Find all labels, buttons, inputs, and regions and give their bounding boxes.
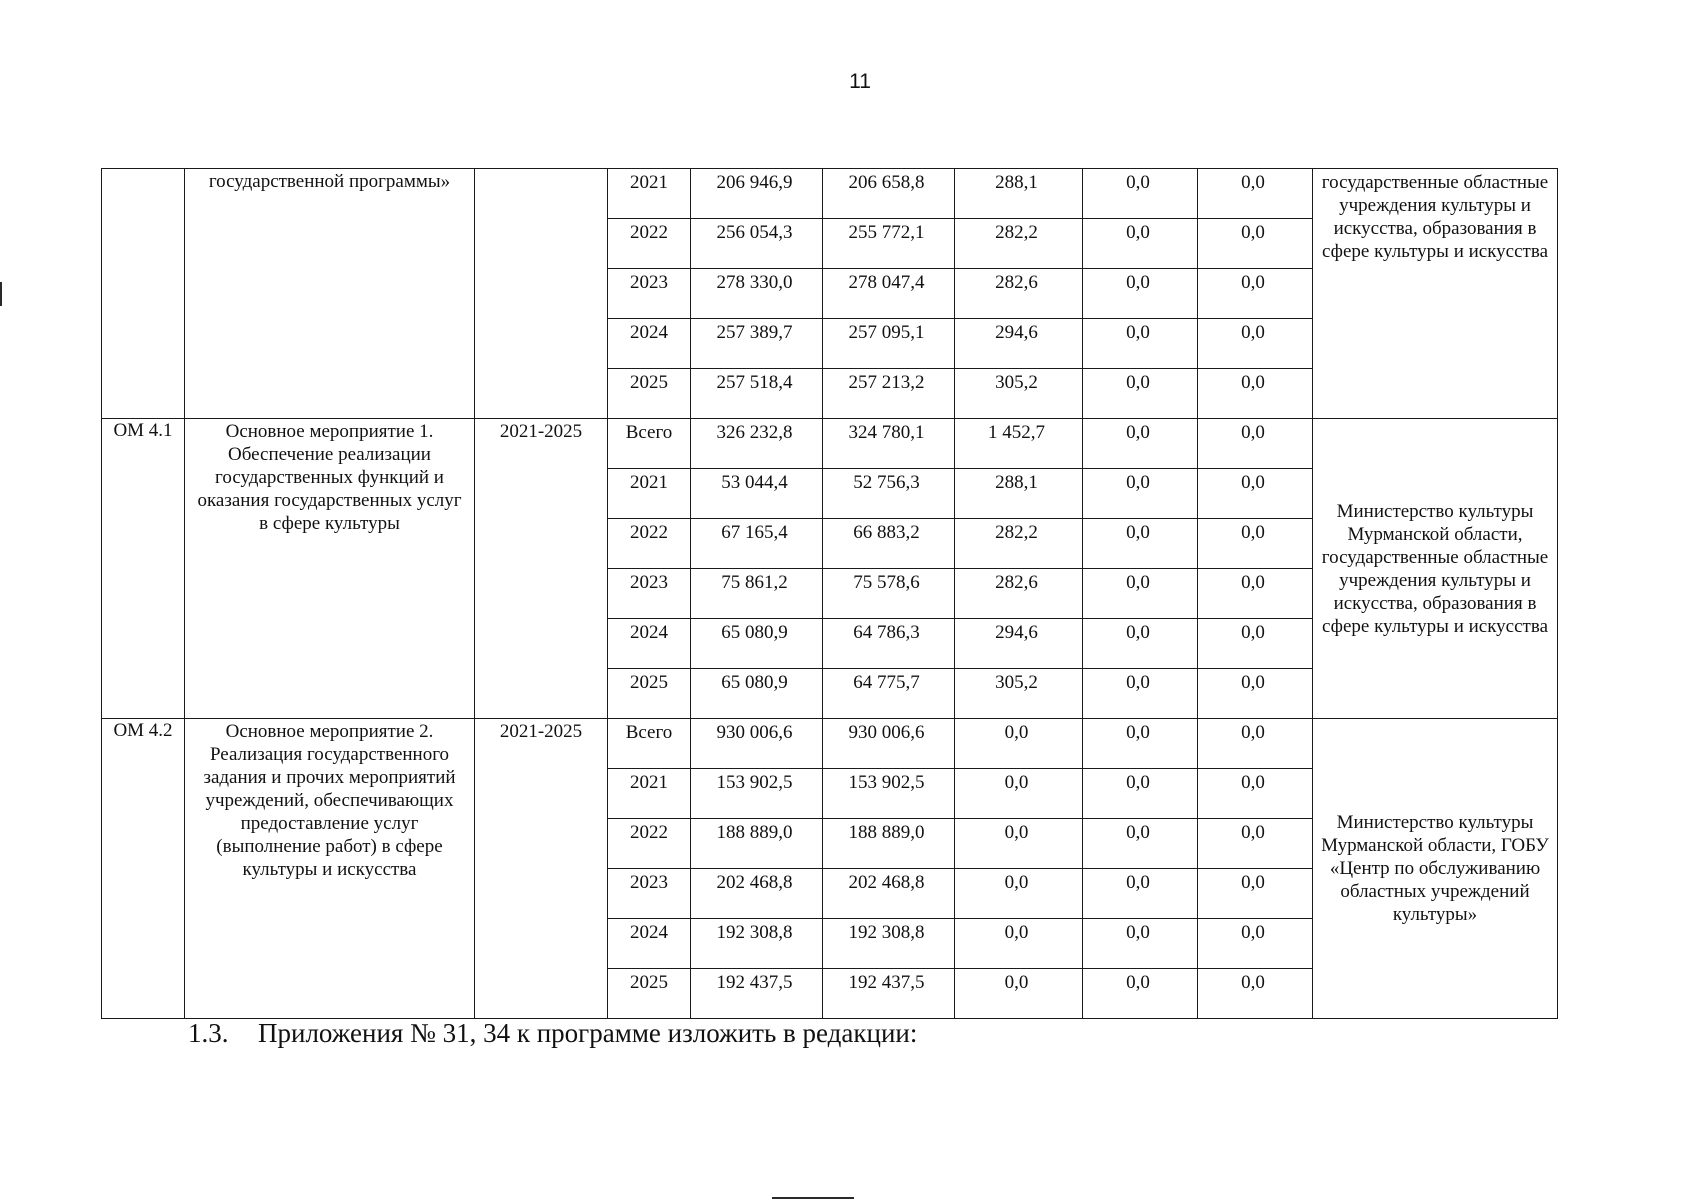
other-cell: 0,0 [1198, 269, 1313, 319]
executor-cell: государственные областные учреждения культуры и искусства, образования в сфере культуры и искусства [1313, 169, 1558, 419]
page-number: 11 [849, 70, 871, 93]
federal-cell: 1 452,7 [955, 419, 1083, 469]
activity-name: государственной программы» [185, 169, 475, 419]
local-cell: 0,0 [1083, 619, 1198, 669]
regional-cell: 278 047,4 [823, 269, 955, 319]
local-cell: 0,0 [1083, 269, 1198, 319]
year-cell: Всего [608, 419, 691, 469]
year-cell: 2021 [608, 169, 691, 219]
year-cell: 2021 [608, 769, 691, 819]
year-cell: 2024 [608, 919, 691, 969]
year-cell: 2022 [608, 219, 691, 269]
year-cell: 2022 [608, 819, 691, 869]
total-cell: 202 468,8 [691, 869, 823, 919]
total-cell: 930 006,6 [691, 719, 823, 769]
other-cell: 0,0 [1198, 369, 1313, 419]
other-cell: 0,0 [1198, 469, 1313, 519]
total-cell: 65 080,9 [691, 669, 823, 719]
local-cell: 0,0 [1083, 819, 1198, 869]
local-cell: 0,0 [1083, 469, 1198, 519]
activity-name: Основное мероприятие 1. Обеспечение реализации государственных функций и оказания государственных услуг в сфере культуры [185, 419, 475, 719]
regional-cell: 202 468,8 [823, 869, 955, 919]
total-cell: 256 054,3 [691, 219, 823, 269]
budget-table-body [102, 169, 1558, 1019]
local-cell: 0,0 [1083, 169, 1198, 219]
scan-edge-mark [0, 282, 2, 306]
total-cell: 188 889,0 [691, 819, 823, 869]
federal-cell: 294,6 [955, 619, 1083, 669]
activity-period: 2021-2025 [475, 419, 608, 719]
federal-cell: 305,2 [955, 369, 1083, 419]
other-cell: 0,0 [1198, 769, 1313, 819]
other-cell: 0,0 [1198, 319, 1313, 369]
activity-code: ОМ 4.2 [102, 719, 185, 1019]
federal-cell: 0,0 [955, 769, 1083, 819]
table-row [102, 719, 1558, 769]
regional-cell: 153 902,5 [823, 769, 955, 819]
regional-cell: 188 889,0 [823, 819, 955, 869]
year-cell: 2025 [608, 969, 691, 1019]
local-cell: 0,0 [1083, 969, 1198, 1019]
scan-bottom-mark [772, 1197, 854, 1199]
regional-cell: 64 775,7 [823, 669, 955, 719]
regional-cell: 66 883,2 [823, 519, 955, 569]
other-cell: 0,0 [1198, 969, 1313, 1019]
executor-cell: Министерство культуры Мурманской области, ГОБУ «Центр по обслуживанию областных учреждений культуры» [1313, 719, 1558, 1019]
regional-cell: 64 786,3 [823, 619, 955, 669]
section-heading [188, 1018, 917, 1049]
total-cell: 257 518,4 [691, 369, 823, 419]
local-cell: 0,0 [1083, 519, 1198, 569]
federal-cell: 0,0 [955, 919, 1083, 969]
federal-cell: 288,1 [955, 469, 1083, 519]
federal-cell: 282,2 [955, 519, 1083, 569]
other-cell: 0,0 [1198, 219, 1313, 269]
total-cell: 192 308,8 [691, 919, 823, 969]
federal-cell: 282,6 [955, 569, 1083, 619]
other-cell: 0,0 [1198, 569, 1313, 619]
regional-cell: 206 658,8 [823, 169, 955, 219]
total-cell: 75 861,2 [691, 569, 823, 619]
other-cell: 0,0 [1198, 819, 1313, 869]
section-text: Приложения № 31, 34 к программе изложить в редакции: [258, 1018, 918, 1048]
regional-cell: 192 437,5 [823, 969, 955, 1019]
year-cell: 2024 [608, 319, 691, 369]
regional-cell: 257 095,1 [823, 319, 955, 369]
section-number: 1.3. [188, 1018, 229, 1048]
local-cell: 0,0 [1083, 219, 1198, 269]
federal-cell: 305,2 [955, 669, 1083, 719]
regional-cell: 75 578,6 [823, 569, 955, 619]
table-row [102, 169, 1558, 219]
local-cell: 0,0 [1083, 869, 1198, 919]
table-row [102, 419, 1558, 469]
local-cell: 0,0 [1083, 719, 1198, 769]
total-cell: 65 080,9 [691, 619, 823, 669]
year-cell: 2023 [608, 569, 691, 619]
other-cell: 0,0 [1198, 919, 1313, 969]
year-cell: 2025 [608, 369, 691, 419]
activity-code: ОМ 4.1 [102, 419, 185, 719]
federal-cell: 0,0 [955, 819, 1083, 869]
total-cell: 67 165,4 [691, 519, 823, 569]
total-cell: 153 902,5 [691, 769, 823, 819]
other-cell: 0,0 [1198, 669, 1313, 719]
regional-cell: 257 213,2 [823, 369, 955, 419]
year-cell: 2025 [608, 669, 691, 719]
total-cell: 278 330,0 [691, 269, 823, 319]
regional-cell: 324 780,1 [823, 419, 955, 469]
activity-code [102, 169, 185, 419]
local-cell: 0,0 [1083, 919, 1198, 969]
total-cell: 192 437,5 [691, 969, 823, 1019]
federal-cell: 288,1 [955, 169, 1083, 219]
regional-cell: 192 308,8 [823, 919, 955, 969]
local-cell: 0,0 [1083, 319, 1198, 369]
year-cell: 2024 [608, 619, 691, 669]
federal-cell: 0,0 [955, 969, 1083, 1019]
federal-cell: 0,0 [955, 719, 1083, 769]
activity-name: Основное мероприятие 2. Реализация государственного задания и прочих мероприятий учреждений, обеспечивающих предоставление услуг (выполнение работ) в сфере культуры и искусства [185, 719, 475, 1019]
regional-cell: 255 772,1 [823, 219, 955, 269]
federal-cell: 294,6 [955, 319, 1083, 369]
local-cell: 0,0 [1083, 669, 1198, 719]
year-cell: 2023 [608, 869, 691, 919]
activity-period [475, 169, 608, 419]
budget-table [101, 168, 1558, 1019]
other-cell: 0,0 [1198, 869, 1313, 919]
total-cell: 326 232,8 [691, 419, 823, 469]
other-cell: 0,0 [1198, 719, 1313, 769]
year-cell: 2022 [608, 519, 691, 569]
federal-cell: 282,2 [955, 219, 1083, 269]
year-cell: 2023 [608, 269, 691, 319]
other-cell: 0,0 [1198, 619, 1313, 669]
activity-period: 2021-2025 [475, 719, 608, 1019]
year-cell: Всего [608, 719, 691, 769]
local-cell: 0,0 [1083, 769, 1198, 819]
executor-cell: Министерство культуры Мурманской области, государственные областные учреждения культуры и искусства, образования в сфере культуры и искусства [1313, 419, 1558, 719]
year-cell: 2021 [608, 469, 691, 519]
federal-cell: 282,6 [955, 269, 1083, 319]
local-cell: 0,0 [1083, 569, 1198, 619]
regional-cell: 930 006,6 [823, 719, 955, 769]
local-cell: 0,0 [1083, 419, 1198, 469]
federal-cell: 0,0 [955, 869, 1083, 919]
other-cell: 0,0 [1198, 169, 1313, 219]
regional-cell: 52 756,3 [823, 469, 955, 519]
local-cell: 0,0 [1083, 369, 1198, 419]
total-cell: 257 389,7 [691, 319, 823, 369]
total-cell: 206 946,9 [691, 169, 823, 219]
other-cell: 0,0 [1198, 419, 1313, 469]
total-cell: 53 044,4 [691, 469, 823, 519]
other-cell: 0,0 [1198, 519, 1313, 569]
